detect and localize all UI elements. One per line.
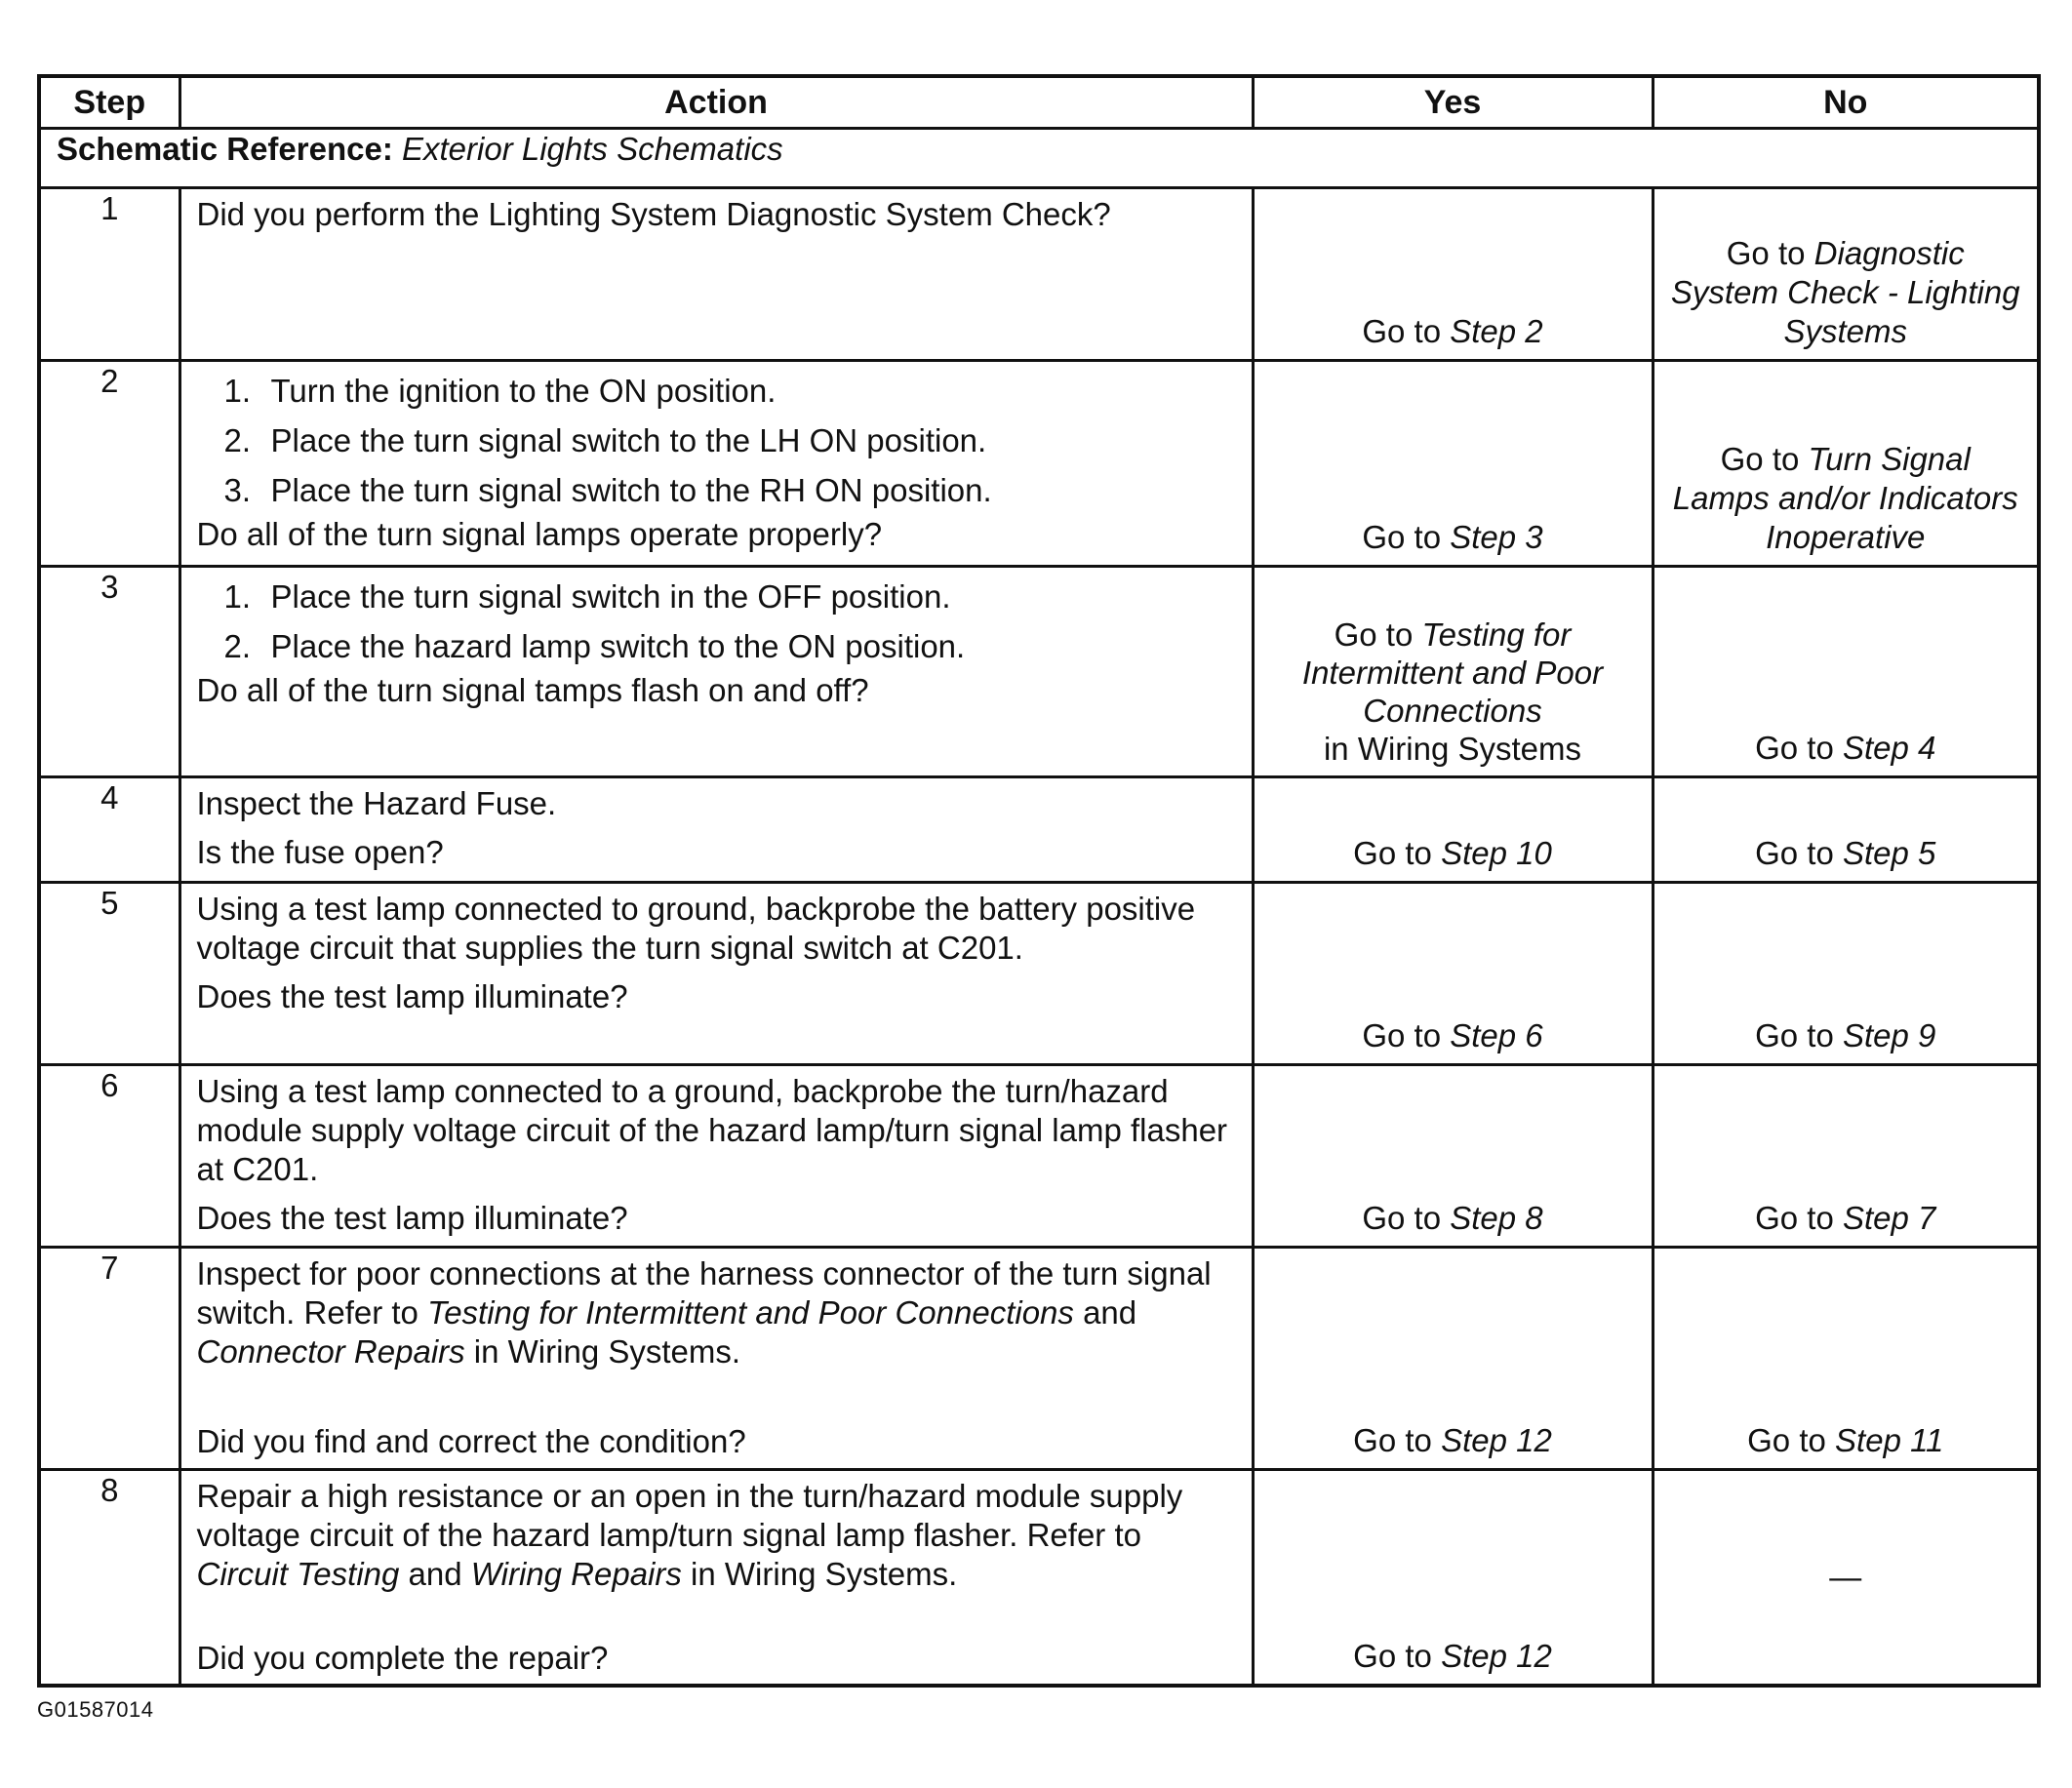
step-number: 8 [39, 1470, 179, 1687]
yes-prefix: Go to [1353, 1422, 1442, 1458]
action-question: Did you find and correct the condition? [196, 1423, 746, 1459]
substep-text: Turn the ignition to the ON position. [270, 373, 777, 409]
header-no: No [1653, 76, 2039, 129]
action-text-part: and [399, 1556, 471, 1592]
no-cell [1653, 567, 2039, 777]
reference-link[interactable]: Testing for Intermittent and Poor Connections [427, 1294, 1074, 1331]
table-row [39, 883, 2039, 1065]
yes-prefix: Go to [1353, 1638, 1442, 1674]
reference-link[interactable]: Connector Repairs [196, 1333, 465, 1370]
action-substeps [197, 568, 1236, 671]
yes-cell [1253, 1248, 1653, 1470]
substep [224, 572, 1236, 621]
yes-target-link[interactable]: Step 3 [1450, 519, 1543, 555]
no-cell [1653, 1065, 2039, 1248]
substep-text: Place the turn signal switch in the OFF position. [270, 578, 951, 615]
step-number: 7 [39, 1248, 179, 1470]
substep-number: 2. [223, 628, 252, 664]
no-target-link[interactable]: Step 9 [1842, 1017, 1936, 1053]
action-text: Using a test lamp connected to a ground, backprobe the turn/hazard module supply voltage circuit of the hazard lamp/turn signal lamp flasher at C201. [196, 1073, 1228, 1187]
reference-link[interactable]: Wiring Repairs [470, 1556, 682, 1592]
step-number: 4 [39, 777, 179, 883]
step-number: 5 [39, 883, 179, 1065]
action-text: Using a test lamp connected to ground, backprobe the battery positive voltage circuit that supplies the turn signal switch at C201. [196, 891, 1196, 966]
no-target-link[interactable]: Diagnostic System Check - Lighting Systems [1670, 235, 2020, 349]
substep-text: Place the turn signal switch to the RH ON position. [270, 472, 992, 508]
yes-cell [1253, 1065, 1653, 1248]
yes-cell [1253, 188, 1653, 361]
no-target-link[interactable]: Step 7 [1842, 1200, 1936, 1236]
yes-target-link[interactable]: Step 10 [1441, 835, 1552, 871]
schematic-reference-row [39, 129, 2039, 188]
no-prefix: Go to [1747, 1422, 1836, 1458]
table-row [39, 188, 2039, 361]
no-prefix: Go to [1726, 235, 1814, 271]
action-question: Is the fuse open? [196, 834, 444, 870]
action-cell [179, 567, 1253, 777]
yes-prefix: Go to [1334, 616, 1422, 653]
schematic-reference-label: Schematic Reference: [57, 131, 393, 167]
no-cell [1653, 1248, 2039, 1470]
action-text-part: in Wiring Systems. [681, 1556, 958, 1592]
action-cell [179, 1470, 1253, 1687]
action-question: Do all of the turn signal lamps operate properly? [196, 516, 883, 552]
diagnostic-table [37, 74, 2041, 1688]
no-cell [1653, 1470, 2039, 1687]
yes-cell [1253, 777, 1653, 883]
action-question: Do all of the turn signal tamps flash on and off? [196, 672, 869, 708]
substep-number: 1. [223, 578, 252, 615]
header-action: Action [179, 76, 1253, 129]
yes-target-link[interactable]: Step 2 [1450, 313, 1543, 349]
action-text: Inspect the Hazard Fuse. [196, 785, 557, 821]
yes-prefix: Go to [1353, 835, 1442, 871]
yes-suffix: in Wiring Systems [1323, 731, 1582, 767]
table-row [39, 1470, 2039, 1687]
substep-number: 3. [223, 472, 252, 508]
no-prefix: Go to [1720, 441, 1809, 477]
yes-prefix: Go to [1362, 1200, 1451, 1236]
figure-id: G01587014 [37, 1697, 154, 1722]
diagnostic-sheet [37, 74, 2037, 1688]
table-row [39, 361, 2039, 567]
no-prefix: Go to [1755, 835, 1843, 871]
header-row [39, 76, 2039, 129]
no-target-link[interactable]: Step 4 [1842, 730, 1936, 766]
yes-cell [1253, 1470, 1653, 1687]
no-cell [1653, 777, 2039, 883]
yes-cell [1253, 883, 1653, 1065]
table-row [39, 1248, 2039, 1470]
action-cell [179, 777, 1253, 883]
substep [224, 366, 1236, 416]
action-cell [179, 361, 1253, 567]
yes-prefix: Go to [1362, 1017, 1451, 1053]
action-substeps [197, 362, 1236, 515]
no-prefix: Go to [1755, 1200, 1843, 1236]
substep-number: 2. [223, 422, 252, 458]
action-text-part: Inspect for poor connections at the harness connector of the turn signal switch. Refer to [196, 1255, 1212, 1331]
action-text-part: and [1073, 1294, 1137, 1331]
action-text [197, 1249, 1236, 1371]
yes-prefix: Go to [1362, 519, 1451, 555]
substep [224, 621, 1236, 671]
action-text: Did you perform the Lighting System Diagnostic System Check? [196, 196, 1111, 232]
yes-target-link[interactable]: Step 8 [1450, 1200, 1543, 1236]
yes-target-link[interactable]: Step 6 [1450, 1017, 1543, 1053]
yes-target-link[interactable]: Step 12 [1441, 1422, 1552, 1458]
table-row [39, 567, 2039, 777]
action-question: Did you complete the repair? [196, 1640, 609, 1676]
yes-target-link[interactable]: Step 12 [1441, 1638, 1552, 1674]
substep-text: Place the turn signal switch to the LH ON position. [270, 422, 987, 458]
action-cell [179, 1065, 1253, 1248]
no-cell [1653, 188, 2039, 361]
no-prefix: Go to [1755, 730, 1843, 766]
schematic-reference-link[interactable]: Exterior Lights Schematics [402, 131, 783, 167]
action-cell [179, 883, 1253, 1065]
no-target-link[interactable]: Turn Signal Lamps and/or Indicators Inoperative [1672, 441, 2018, 555]
substep-number: 1. [223, 373, 252, 409]
action-cell [179, 188, 1253, 361]
no-placeholder-dash: — [1829, 1559, 1862, 1595]
action-text [197, 1471, 1236, 1594]
yes-cell [1253, 567, 1653, 777]
no-prefix: Go to [1755, 1017, 1843, 1053]
step-number: 1 [39, 188, 179, 361]
yes-prefix: Go to [1362, 313, 1451, 349]
action-text-part: Repair a high resistance or an open in the turn/hazard module supply voltage circuit of the hazard lamp/turn signal lamp flasher. Refer to [196, 1478, 1183, 1553]
no-cell [1653, 361, 2039, 567]
no-target-link[interactable]: Step 11 [1835, 1422, 1944, 1458]
header-step: Step [39, 76, 179, 129]
action-text-part: in Wiring Systems. [464, 1333, 741, 1370]
action-question: Does the test lamp illuminate? [196, 1200, 628, 1236]
step-number: 6 [39, 1065, 179, 1248]
no-target-link[interactable]: Step 5 [1842, 835, 1936, 871]
substep-text: Place the hazard lamp switch to the ON position. [270, 628, 966, 664]
table-row [39, 777, 2039, 883]
substep [224, 465, 1236, 515]
no-cell [1653, 883, 2039, 1065]
yes-cell [1253, 361, 1653, 567]
schematic-reference [39, 129, 2039, 188]
table-row [39, 1065, 2039, 1248]
action-cell [179, 1248, 1253, 1470]
action-question: Does the test lamp illuminate? [196, 978, 628, 1014]
header-yes: Yes [1253, 76, 1653, 129]
substep [224, 416, 1236, 465]
step-number: 3 [39, 567, 179, 777]
yes-target-link[interactable]: Testing for Intermittent and Poor Connections [1301, 616, 1604, 729]
reference-link[interactable]: Circuit Testing [196, 1556, 400, 1592]
step-number: 2 [39, 361, 179, 567]
